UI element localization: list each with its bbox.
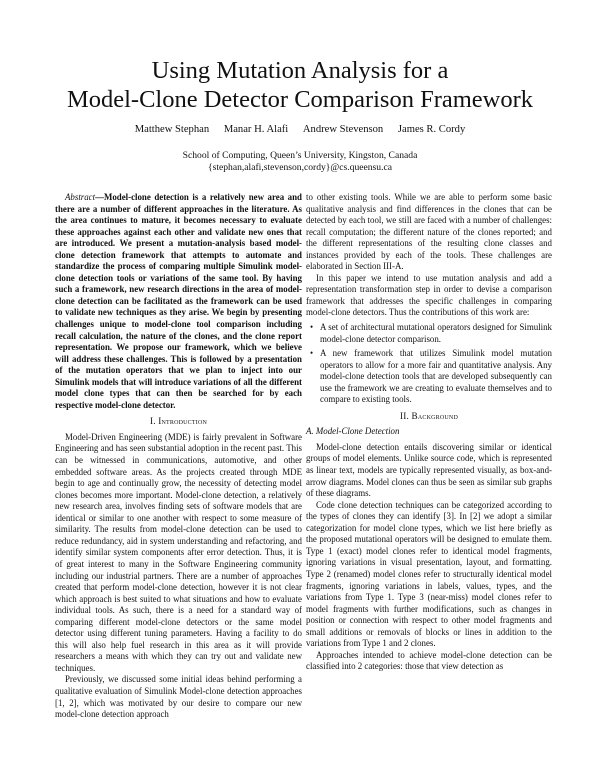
paragraph: Code clone detection techniques can be categorized according to the types of clones they can identify [3]. In [2] we adopt a similar categorization for model clone types, which we list here briefly as the proposed mutational operators will be designed to emulate them. Type 1 (exact) model clones refer to identical model fragments, ignoring variations in visual presentation, layout, and formatting. Type 2 (renamed) model clones refer to structurally identical model fragments, ignoring variations in labels, values, types, and the variations from Type 1. Type 3 (near-miss) model clones refer to model fragments with further modifications, such as changes in position or connection with respect to other model fragments and small additions or removals of blocks or lines in addition to the variations from Type 1 and 2 clones. [306, 499, 552, 649]
paragraph: In this paper we intend to use mutation analysis and add a representation transformation step in order to devise a comparison framework that addresses the specific challenges in comparing model-clone detectors. Thus the contributions of this work are: [306, 272, 552, 318]
paragraph: Model-clone detection entails discovering similar or identical groups of model elements. Unlike source code, which is represented as linear text, models are typically represented visually, as box-and-arrow diagrams. Model clones can thus be seen as similar sub graphs of these diagrams. [306, 441, 552, 499]
affiliation-block [0, 150, 600, 174]
author-name: James R. Cordy [397, 124, 466, 135]
author-emails: {stephan,alafi,stevenson,cordy}@cs.queensu.ca [207, 162, 392, 173]
title-line-1: Using Mutation Analysis for a [151, 57, 449, 84]
right-column [306, 192, 552, 673]
title-line-2: Model-Clone Detector Comparison Framework [66, 86, 534, 113]
section-heading-introduction: I. Introduction [149, 416, 208, 427]
abstract-text: —Model-clone detection is a relatively new area and there are a number of different approaches in the literature. As the area continues to mature, it becomes necessary to evaluate these approaches against each other and validate new ones that are introduced. We present a mutation-analysis based model-clone detection framework that attempts to automate and standardize the process of comparing multiple Simulink model-clone detection tools or variations of the same tool. By having such a framework, new research directions in the area of model-clone detection can be facilitated as the framework can be used to validate new techniques as they arise. We begin by presenting challenges unique to model-clone tool comparison including recall calculation, the nature of the clones, and the clone report representation. We propose our framework, which we believe will address these challenges. This is followed by a presentation of the mutation operators that we plan to inject into our Simulink models that will introduce variations of all the different model clone types that can then be searched for by each respective model-clone detector. [55, 192, 302, 410]
section-heading-background: II. Background [400, 410, 458, 421]
author-name: Andrew Stevenson [302, 124, 384, 135]
abstract [55, 192, 302, 411]
paragraph: Model-Driven Engineering (MDE) is fairly prevalent in Software Engineering and has seen substantial adoption in the recent past. This can be witnessed in communications, automotive, and other embedded software areas. As the projects created through MDE begin to age and continually grow, the necessity of detecting model clones becomes more important. Model-clone detection, a relatively new research area, involves finding sets of software models that are identical or similar to one another with respect to some measure of similarity. The results from model-clone detection can be used to reduce redundancy, aid in system understanding and refactoring, and identify similar system components after error detection. Thus, it is of great interest to many in the Software Engineering community including our industrial partners. There are a number of approaches created that perform model-clone detection, however it is not clear which approach is best suited to what situations and how to evaluate individual tools. As such, there is a need for a standard way of comparing different model-clone detectors or the same model detector using different tuning parameters. Having a facility to do this will also help fuel research in this area as it will provide researchers a means with which they can try out and validate new techniques. [55, 431, 302, 673]
list-item: • A new framework that utilizes Simulink model mutation operators to allow for a more fair and quantitative analysis. Any model-clone detection tools that are developed subsequently can use the framework we are creating to evaluate themselves and to compare to existing tools. [320, 348, 552, 406]
paragraph: Approaches intended to achieve model-clone detection can be classified into 2 categories: those that view detection as [306, 649, 552, 672]
left-column [55, 192, 302, 721]
author-list [0, 124, 600, 135]
paragraph: Previously, we discussed some initial ideas behind performing a qualitative evaluation of Simulink Model-clone detection approaches [1, 2], which was motivated by our desire to compare our new model-clone detection approach [55, 674, 302, 720]
paragraph: to other existing tools. While we are able to perform some basic qualitative analysis and find differences in the clones that can be detected by each tool, we still are faced with a number of challenges: recall computation; the different nature of the clones reported; and the different representations of the resulting clone classes and instances provided by each of the tools. These challenges are elaborated in Section III-A. [306, 192, 552, 272]
paper-title [0, 56, 600, 114]
subsection-heading: A. Model-Clone Detection [306, 426, 400, 437]
author-name: Matthew Stephan [134, 124, 210, 135]
abstract-label: Abstract [65, 192, 96, 202]
list-item: • A set of architectural mutational operators designed for Simulink model-clone detector comparison. [320, 322, 552, 345]
affiliation: School of Computing, Queen’s University, Kingston, Canada [182, 150, 418, 161]
author-name: Manar H. Alafi [223, 124, 289, 135]
contribution-list [306, 322, 552, 406]
